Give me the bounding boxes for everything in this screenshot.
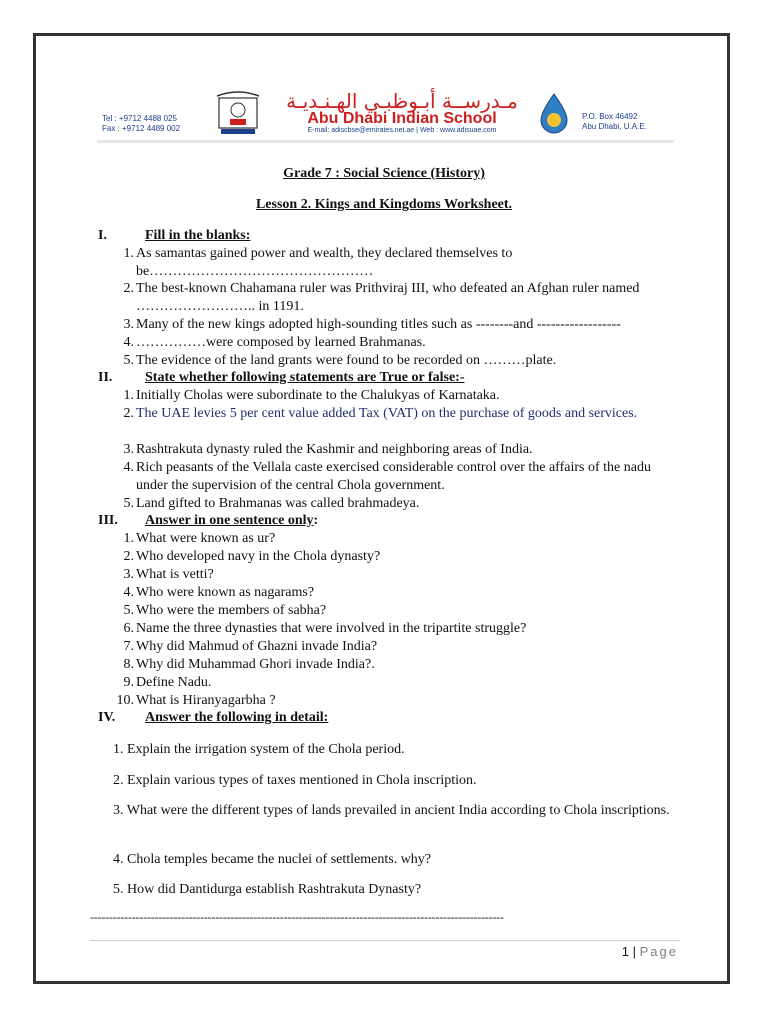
- item-number: 8.: [123, 657, 134, 672]
- detail-question: 2. Explain various types of taxes mentioned in Chola inscription.: [113, 773, 477, 788]
- item-text: Name the three dynasties that were involved in the tripartite struggle?: [136, 621, 527, 636]
- item-text: Who were the members of sabha?: [136, 603, 327, 618]
- footer-divider: [90, 940, 680, 941]
- item-text: Why did Muhammad Ghori invade India?.: [136, 657, 375, 672]
- item-text: What were known as ur?: [136, 531, 276, 546]
- list-item: [112, 334, 672, 352]
- letterhead: [97, 86, 677, 140]
- section-heading: [98, 513, 318, 529]
- dashed-separator: -------------------------------------------------------------------------------------------------------------: [90, 910, 504, 924]
- list-item: [112, 459, 672, 495]
- grade-title: Grade 7 : Social Science (History): [283, 166, 485, 181]
- detail-question: 4. Chola temples became the nuclei of settlements. why?: [113, 852, 432, 867]
- detail-question: 3. What were the different types of lands prevailed in ancient India according to Chola inscriptions.: [113, 803, 670, 818]
- item-number: 4.: [123, 460, 134, 475]
- item-number: 1.: [123, 246, 134, 261]
- list-item: [112, 352, 672, 370]
- item-text: Initially Cholas were subordinate to the Chalukyas of Karnataka.: [136, 388, 500, 403]
- item-text: Why did Mahmud of Ghazni invade India?: [136, 639, 378, 654]
- list-item: [112, 602, 672, 620]
- item-number: 3.: [123, 442, 134, 457]
- item-number: 10.: [116, 693, 134, 708]
- item-text: What is Hiranyagarbha ?: [136, 693, 276, 708]
- section-label: Answer the following in detail:: [145, 710, 329, 725]
- list-item: [112, 656, 672, 674]
- list-item: [112, 316, 672, 334]
- item-number: 9.: [123, 675, 134, 690]
- header-divider: [97, 140, 674, 143]
- item-number: 7.: [123, 639, 134, 654]
- school-name: Abu Dhabi Indian School: [307, 110, 497, 127]
- list-item: [112, 245, 672, 281]
- page-label: Page: [639, 944, 678, 959]
- page-separator: |: [632, 944, 636, 959]
- item-number: 2.: [123, 549, 134, 564]
- water-drop-logo-icon: [537, 92, 571, 134]
- list-item: [112, 495, 672, 513]
- item-text: Who developed navy in the Chola dynasty?: [136, 549, 381, 564]
- fax: Fax : +9712 4489 002: [102, 124, 181, 133]
- item-text: The best-known Chahamana ruler was Prithviraj III, who defeated an Afghan ruler named …………………….. in 1191.: [136, 281, 640, 314]
- school-name-arabic: مـدرســة أبـوظبـي الهـنـديـة: [286, 89, 518, 113]
- section-label: Answer in one sentence only: [145, 513, 314, 528]
- list-item: [112, 620, 672, 638]
- item-number: 1.: [123, 388, 134, 403]
- section-label: State whether following statements are True or false:-: [145, 370, 465, 385]
- telephone: Tel : +9712 4488 025: [102, 114, 177, 123]
- section-label-suffix: :: [313, 513, 319, 528]
- section-heading: [98, 228, 250, 244]
- school-crest-icon: [213, 88, 263, 136]
- list-item: [112, 280, 672, 316]
- list-item: [112, 638, 672, 656]
- item-text: Who were known as nagarams?: [136, 585, 315, 600]
- detail-question: 5. How did Dantidurga establish Rashtrakuta Dynasty?: [113, 882, 422, 897]
- list-item: [112, 566, 672, 584]
- item-text: Rashtrakuta dynasty ruled the Kashmir and neighboring areas of India.: [136, 442, 533, 457]
- item-number: 2.: [123, 281, 134, 296]
- item-number: 5.: [123, 603, 134, 618]
- section-number: II.: [98, 370, 113, 385]
- city: Abu Dhabi, U.A.E.: [582, 122, 647, 131]
- list-item: [112, 530, 672, 548]
- item-text: Rich peasants of the Vellala caste exercised considerable control over the affairs of the nadu under the supervision of the central Chola government.: [136, 460, 651, 493]
- list-item: [112, 692, 672, 710]
- list-item: [112, 674, 672, 692]
- item-text: The evidence of the land grants were found to be recorded on ………plate.: [136, 353, 557, 368]
- detail-question: 1. Explain the irrigation system of the Chola period.: [113, 742, 405, 757]
- section-number: III.: [98, 513, 118, 528]
- item-text: Land gifted to Brahmanas was called brahmadeya.: [136, 496, 420, 511]
- list-item: [112, 584, 672, 602]
- contact-left: [102, 114, 180, 134]
- section-label: Fill in the blanks:: [145, 228, 251, 243]
- list-item: [112, 548, 672, 566]
- item-text: As samantas gained power and wealth, they declared themselves to be…………………………………………: [136, 246, 513, 279]
- section-heading: [98, 710, 328, 726]
- item-number: 3.: [123, 317, 134, 332]
- section-number: IV.: [98, 710, 116, 725]
- po-box: P.O. Box 46492: [582, 112, 638, 121]
- item-number: 4.: [123, 335, 134, 350]
- page-number: [622, 944, 678, 959]
- section-heading: [98, 370, 464, 386]
- school-contact: E-mail: adiscbse@emirates.net.ae | Web : www.adisuae.com: [307, 127, 497, 134]
- item-number: 6.: [123, 621, 134, 636]
- item-text: The UAE levies 5 per cent value added Tax (VAT) on the purchase of goods and services.: [136, 406, 638, 421]
- item-text: ……………were composed by learned Brahmanas.: [136, 335, 426, 350]
- item-text: What is vetti?: [136, 567, 214, 582]
- item-number: 5.: [123, 496, 134, 511]
- lesson-title: Lesson 2. Kings and Kingdoms Worksheet.: [255, 197, 513, 212]
- item-number: 2.: [123, 406, 134, 421]
- list-item: [112, 387, 672, 405]
- item-number: 5.: [123, 353, 134, 368]
- page-number-value: 1: [621, 944, 629, 959]
- item-number: 1.: [123, 531, 134, 546]
- list-item: [112, 441, 672, 459]
- section-number: I.: [98, 228, 107, 243]
- item-text: Many of the new kings adopted high-sounding titles such as --------and ------------------: [136, 317, 621, 332]
- item-text: Define Nadu.: [136, 675, 212, 690]
- contact-right: [582, 112, 647, 132]
- item-number: 4.: [123, 585, 134, 600]
- item-number: 3.: [123, 567, 134, 582]
- list-item: [112, 405, 672, 423]
